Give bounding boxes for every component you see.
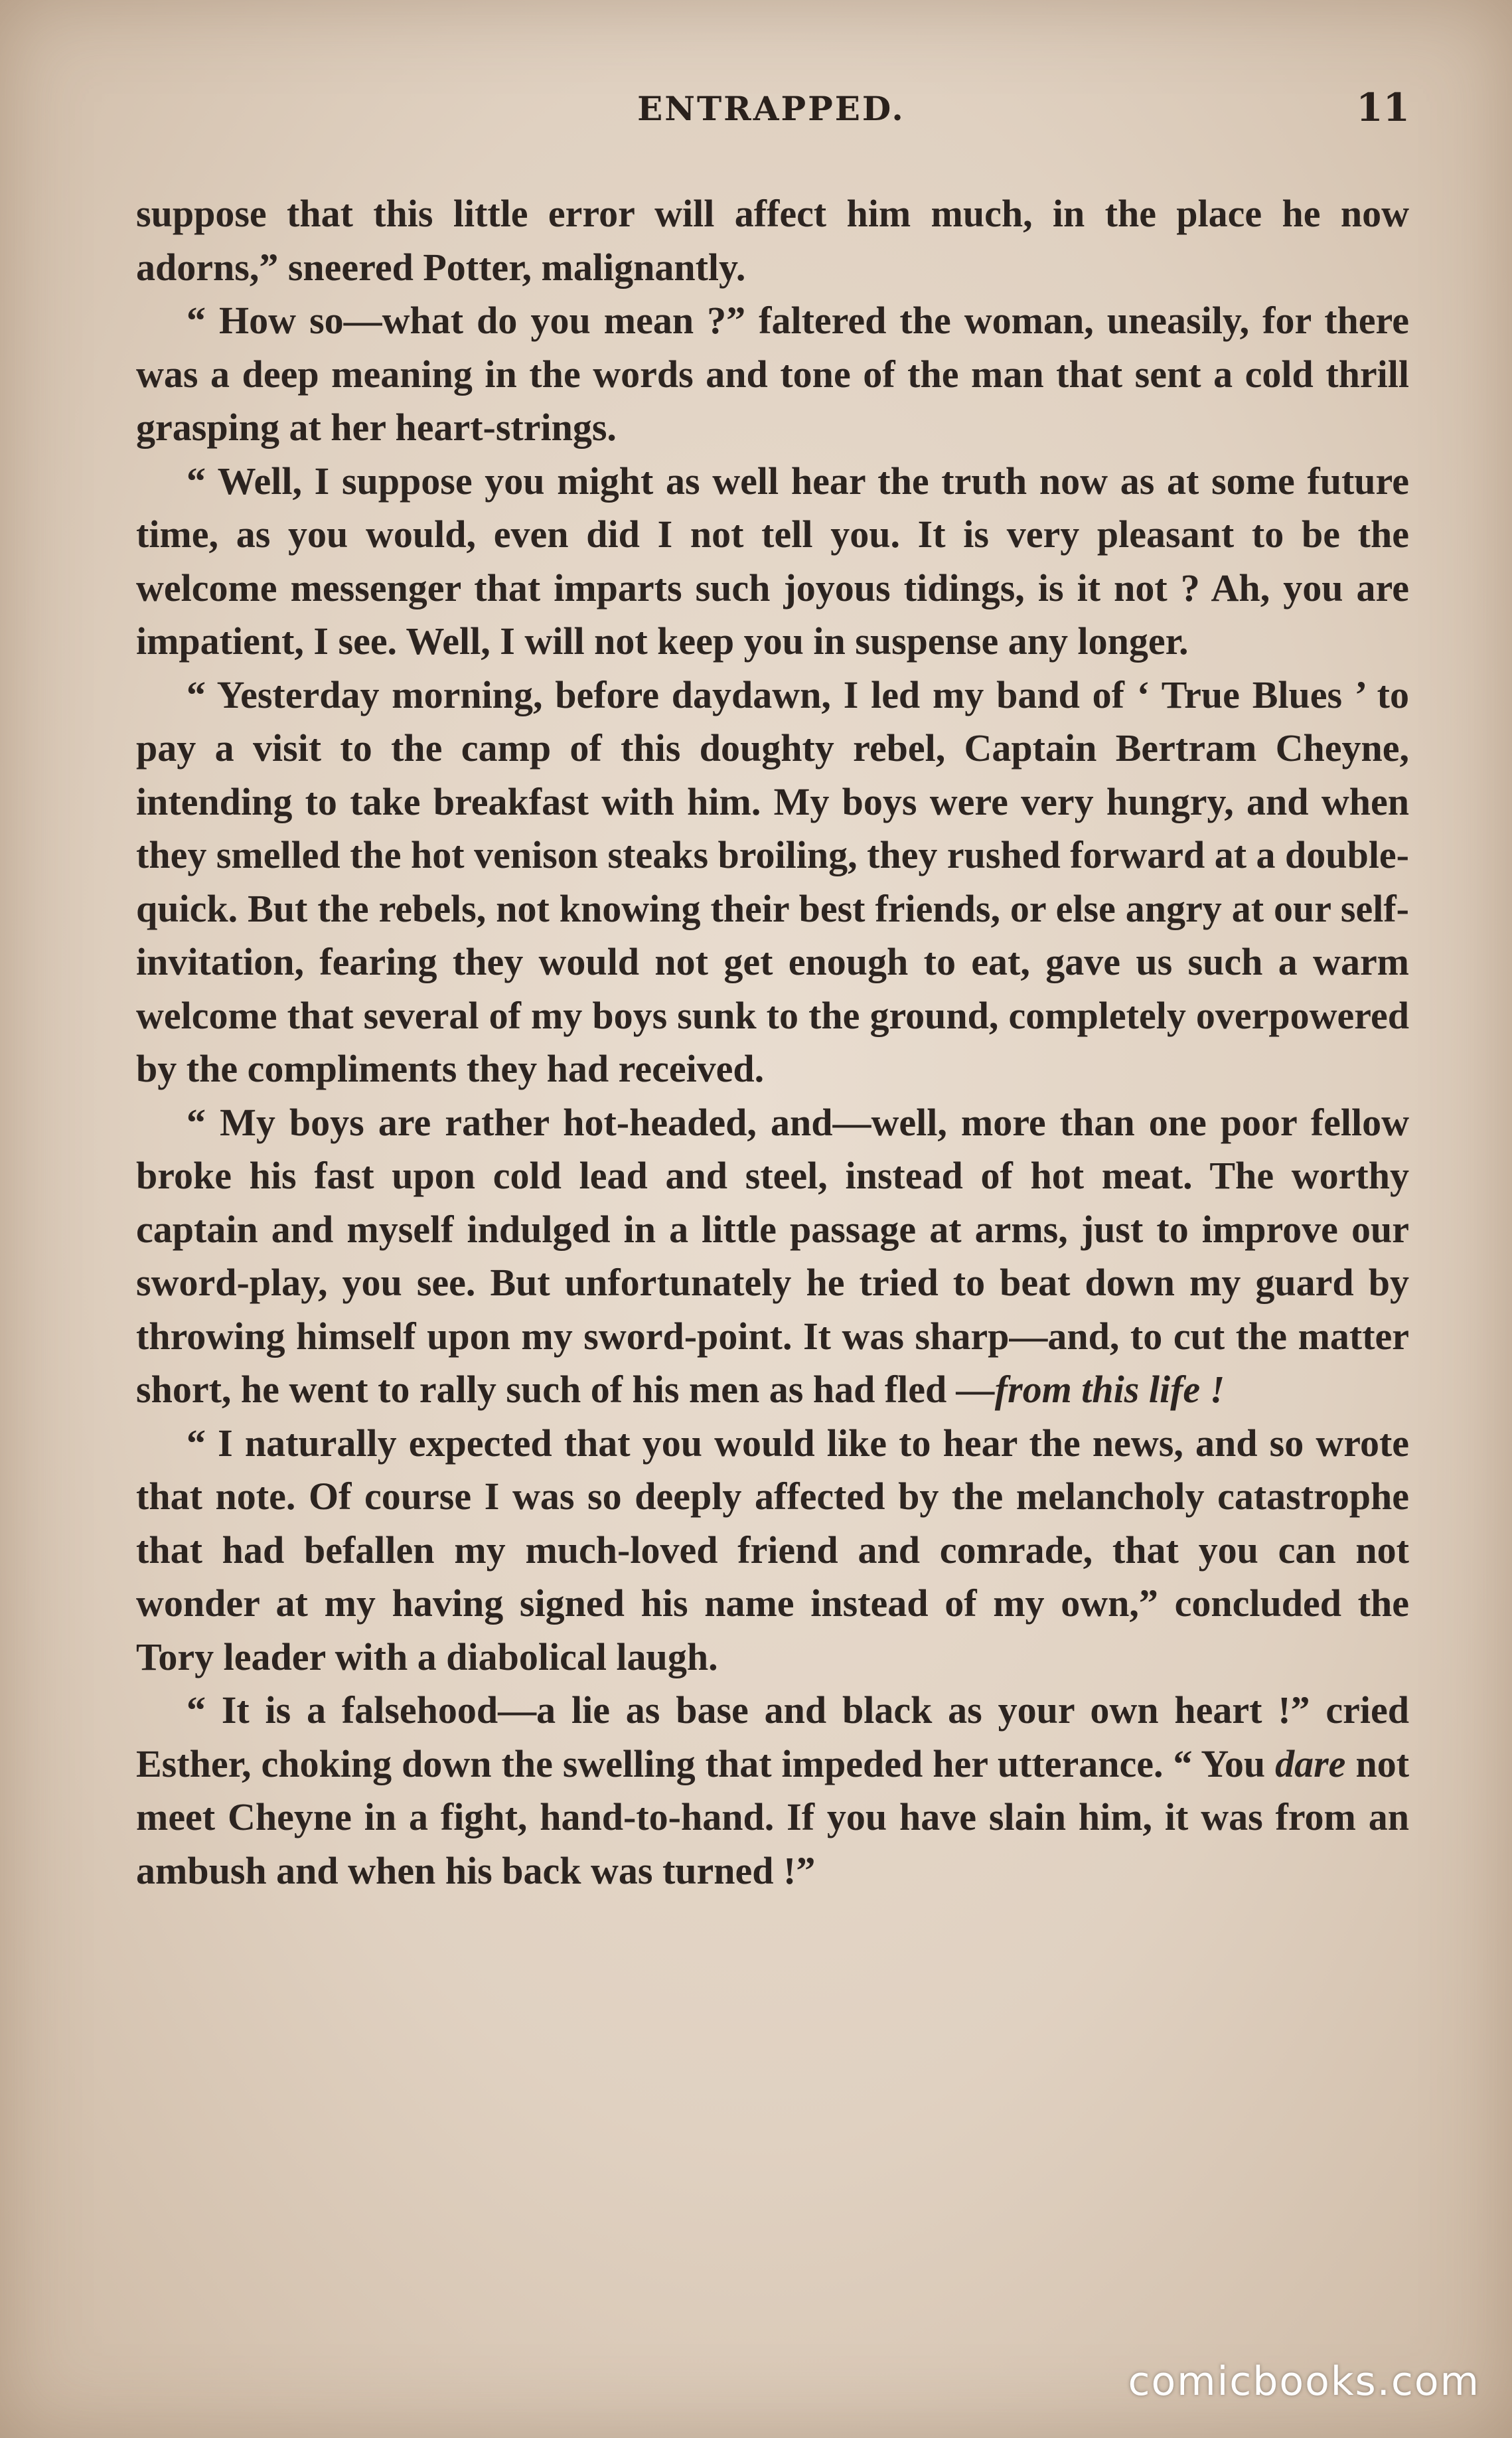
paragraph-text: “ It is a falsehood—a lie as base and black as your own heart !” cried Esther, choking down the swelling that impeded her utterance. “ You: [136, 1688, 1409, 1785]
paragraph: suppose that this little error will affect him much, in the place he now adorns,” sneered Potter, malignantly.: [136, 192, 1409, 289]
paragraph-text: not meet Cheyne in a fight, hand-to-hand. If you have slain him, it was from an ambush and when his back was turned !”: [136, 1742, 1410, 1892]
paragraph: “ Well, I suppose you might as well hear the truth now as at some future time, as you would, even did I not tell you. It is very pleasant to be the welcome messenger that imparts such joyous tidings, is it not ? Ah, you are impatient, I see. Well, I will not keep you in suspense any longer.: [136, 459, 1409, 663]
paragraph: “ I naturally expected that you would like to hear the news, and so wrote that note. Of course I was so deeply affected by the melancholy catastrophe that had befallen my much-loved friend and comrade, that you can not wonder at my having signed his name instead of my own,” concluded the Tory leader with a diabolical laugh.: [136, 1421, 1409, 1678]
italic-word: dare: [1275, 1742, 1346, 1785]
paragraph-text: “ My boys are rather hot-headed, and—well, more than one poor fellow broke his fast upon cold lead and steel, instead of hot meat. The worthy captain and myself indulged in a little passage at arms, just to improve our sword-play, you see. But unfortunately he tried to beat down my guard by throwing himself upon my sword-point. It was sharp—and, to cut the matter short, he went to rally such of his men as had fled: [136, 1100, 1409, 1411]
paragraph: “ Yesterday morning, before daydawn, I led my band of ‘ True Blues ’ to pay a visit to the camp of this doughty rebel, Captain Bertram Cheyne, intending to take breakfast with him. My boys were very hungry, and when they smelled the hot venison steaks broiling, they rushed forward at a double-quick. But the rebels, not knowing their best friends, or else angry at our self-invitation, fearing they would not get enough to eat, gave us such a warm welcome that several of my boys sunk to the ground, completely overpowered by the compliments they had received.: [136, 673, 1409, 1090]
italic-phrase: —from this life !: [956, 1368, 1225, 1411]
page-number: 11: [1356, 85, 1410, 130]
watermark-logo: comicbooks.com: [1128, 2358, 1480, 2405]
page-header: [133, 85, 1410, 138]
running-title: ENTRAPPED.: [637, 89, 905, 128]
paragraph: [136, 1096, 1409, 1417]
body-text: [136, 187, 1409, 1898]
paragraph: [136, 1684, 1409, 1898]
paragraph: “ How so—what do you mean ?” faltered the woman, uneasily, for there was a deep meaning in the words and tone of the man that sent a cold thrill grasping at her heart-strings.: [136, 299, 1409, 449]
